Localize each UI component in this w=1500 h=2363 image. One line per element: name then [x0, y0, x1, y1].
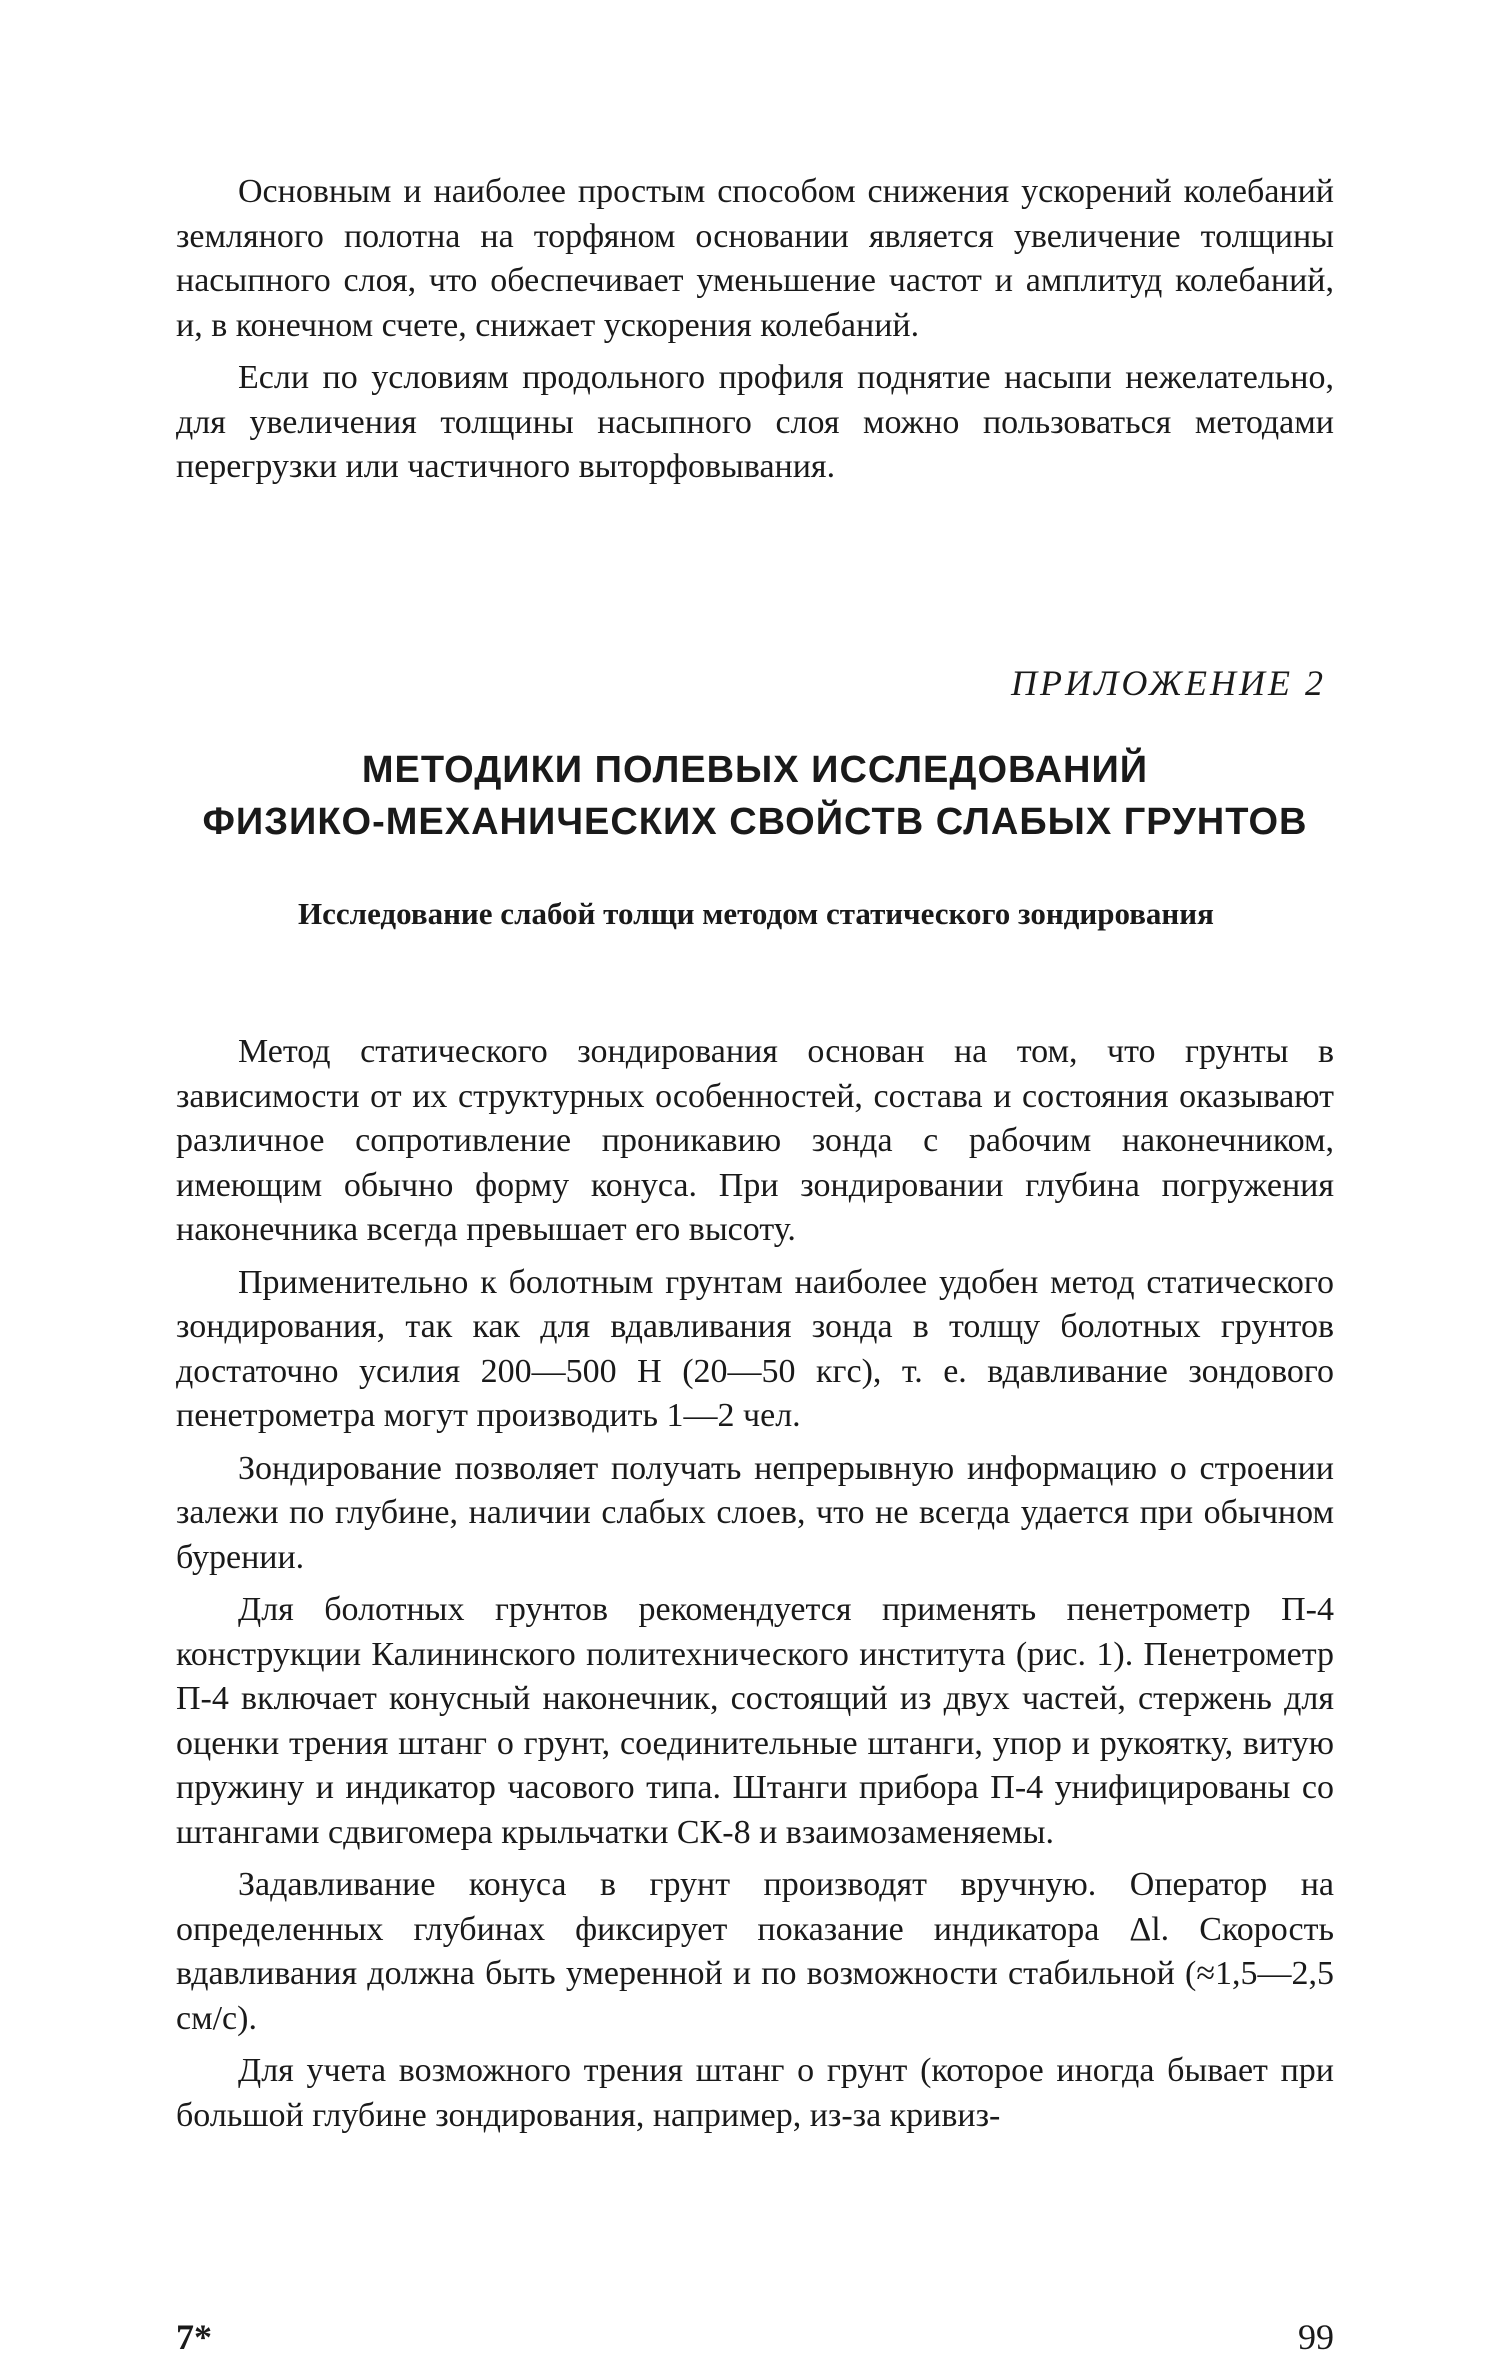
intro-text [176, 170, 1334, 490]
paragraph-intro-2: Если по условиям продольного профиля поднятие насыпи нежелательно, для увеличения толщины насыпного слоя можно пользоваться методами перегрузки или частичного выторфовывания. [176, 359, 1334, 485]
page-number: 99 [1298, 2317, 1334, 2357]
section-title: Исследование слабой толщи методом статического зондирования [298, 896, 1214, 931]
document-page [176, 170, 1334, 2357]
main-title [176, 744, 1334, 848]
paragraph-4: Для болотных грунтов рекомендуется применять пенетрометр П-4 конструкции Калининского политехнического института (рис. 1). Пенетрометр П-4 включает конусный наконечник, состоящий из двух частей, стержень для оценки трения штанг о грунт, соединительные штанги, упор и рукоятку, витую пружину и индикатор часового типа. Штанги прибора П-4 унифицированы со штангами сдвигомера крыльчатки СК-8 и взаимозаменяемы. [176, 1591, 1334, 1851]
appendix-label: ПРИЛОЖЕНИЕ 2 [1011, 663, 1326, 703]
paragraph-2: Применительно к болотным грунтам наиболее удобен метод статического зондирования, так как для вдавливания зонда в толщу болотных грунтов достаточно усилия 200—500 Н (20—50 кгс), т. е. вдавливание зондового пенетрометра могут производить 1—2 чел. [176, 1263, 1334, 1434]
paragraph-6: Для учета возможного трения штанг о грунт (которое иногда бывает при большой глубине зондирования, например, из-за кривиз- [176, 2052, 1334, 2134]
paragraph-5: Задавливание конуса в грунт производят вручную. Оператор на определенных глубинах фиксирует показание индикатора Δl. Скорость вдавливания должна быть умеренной и по возможности стабильной (≈1,5—2,5 см/с). [176, 1866, 1334, 2037]
footer-signature: 7* [176, 2317, 212, 2357]
paragraph-intro-1: Основным и наиболее простым способом снижения ускорений колебаний земляного полотна на торфяном основании является увеличение толщины насыпного слоя, что обеспечивает уменьшение частот и амплитуд колебаний, и, в конечном счете, снижает ускорения колебаний. [176, 173, 1334, 344]
body-text [176, 1030, 1334, 2146]
paragraph-1: Метод статического зондирования основан на том, что грунты в зависимости от их структурных особенностей, состава и состояния оказывают различное сопротивление проникавию зонда с рабочим наконечником, имеющим обычно форму конуса. При зондировании глубина погружения наконечника всегда превышает его высоту. [176, 1033, 1334, 1248]
paragraph-3: Зондирование позволяет получать непрерывную информацию о строении залежи по глубине, наличии слабых слоев, что не всегда удается при обычном бурении. [176, 1449, 1334, 1576]
main-title-line-1: МЕТОДИКИ ПОЛЕВЫХ ИССЛЕДОВАНИЙ [361, 749, 1149, 791]
main-title-line-2: ФИЗИКО-МЕХАНИЧЕСКИХ СВОЙСТВ СЛАБЫХ ГРУНТОВ [202, 801, 1308, 843]
